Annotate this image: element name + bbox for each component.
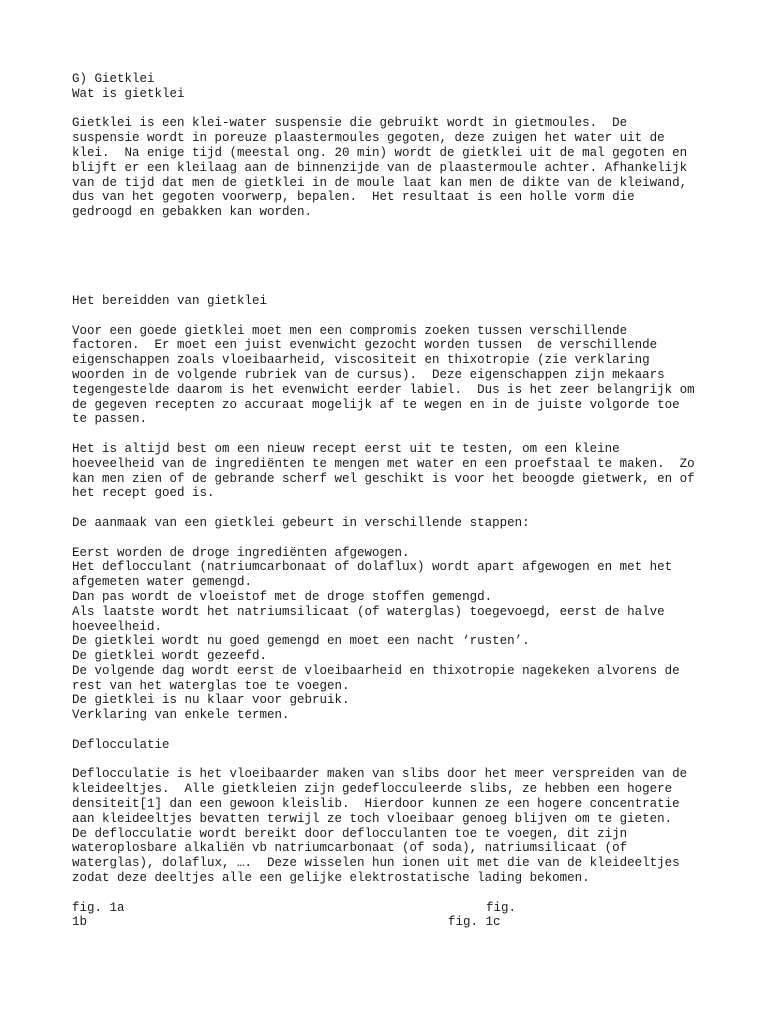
steps-list <box>72 546 712 724</box>
list-item: De gietklei is nu klaar voor gebruik. <box>72 693 350 708</box>
list-item: Eerst worden de droge ingrediënten afgewogen. <box>72 545 410 560</box>
figure-captions-row-1 <box>72 901 712 916</box>
bereiden-paragraph-3: De aanmaak van een gietklei gebeurt in verschillende stappen: <box>72 515 530 530</box>
figure-caption-1c: fig. 1c <box>448 915 501 930</box>
figure-caption-1a: fig. 1a <box>72 900 125 915</box>
list-item: De gietklei wordt gezeefd. <box>72 649 268 664</box>
list-item: De volgende dag wordt eerst de vloeibaarheid en thixotropie nagekeken alvorens de <box>72 663 680 678</box>
figure-caption-1b-end: 1b <box>72 915 88 930</box>
list-item: Het deflocculant (natriumcarbonaat of dolaflux) wordt apart afgewogen en met het <box>72 560 673 575</box>
section-title-bereiden: Het bereidden van gietklei <box>72 293 268 308</box>
list-item: Verklaring van enkele termen. <box>72 708 290 723</box>
heading-subtitle: Wat is gietklei <box>72 86 185 101</box>
document-page <box>72 72 712 930</box>
list-item: hoeveelheid. <box>72 619 163 634</box>
list-item: afgemeten water gemengd. <box>72 575 253 590</box>
figure-captions-row-2 <box>72 915 712 930</box>
heading-title: G) Gietklei <box>72 72 155 86</box>
section-title-deflocculatie: Deflocculatie <box>72 737 170 752</box>
figure-caption-1b-start: fig. <box>486 900 517 915</box>
list-item: Dan pas wordt de vloeistof met de droge stoffen gemengd. <box>72 589 493 604</box>
bereiden-paragraph-2: Het is altijd best om een nieuw recept eerst uit te testen, om een kleine hoeveelheid van de ingrediënten te mengen met water en een proefstaal te maken. Zo kan men zien of de gebrande scherf wel geschikt is voor het beoogde gietwerk, en of het recept goed is. <box>72 441 695 501</box>
bereiden-paragraph-1: Voor een goede gietklei moet men een compromis zoeken tussen verschillende factoren. Er moet een juist evenwicht gezocht worden tussen de verschillende eigenschappen zoals vloeibaarheid, viscositeit en thixotropie (zie verklaring woorden in de volgende rubriek van de cursus). Deze eigenschappen zijn mekaars tegengestelde daarom is het evenwicht eerder labiel. Dus is het zeer belangrijk om de gegeven recepten zo accuraat mogelijk af te wegen en in de juiste volgorde toe te passen. <box>72 323 695 427</box>
intro-paragraph: Gietklei is een klei-water suspensie die gebruikt wordt in gietmoules. De suspensie wordt in poreuze plaastermoules gegoten, deze zuigen het water uit de klei. Na enige tijd (meestal ong. 20 min) wordt de gietklei uit de mal gegoten en blijft er een kleilaag aan de binnenzijde van de plaastermoule achter. Afhankelijk van de tijd dat men de gietklei in de moule laat kan men de dikte van de kleiwand, dus van het gegoten voorwerp, bepalen. Het resultaat is een holle vorm die gedroogd en gebakken kan worden. <box>72 116 688 220</box>
deflocculatie-paragraph: Deflocculatie is het vloeibaarder maken van slibs door het meer verspreiden van de kleideeltjes. Alle gietkleien zijn gedeflocculeerde slibs, ze hebben een hogere densiteit[1] dan een gewoon kleislib. Hierdoor kunnen ze een hogere concentratie aan kleideeltjes bevatten terwijl ze toch vloeibaar genoeg blijven om te gieten. De deflocculatie wordt bereikt door deflocculanten toe te voegen, dit zijn wateroplosbare alkaliën vb natriumcarbonaat (of soda), natriumsilicaat (of waterglas), dolaflux, …. Deze wisselen hun ionen uit met die van de kleideeltjes zodat deze deeltjes alle een gelijke elektrostatische lading bekomen. <box>72 767 688 886</box>
list-item: rest van het waterglas toe te voegen. <box>72 678 350 693</box>
list-item: De gietklei wordt nu goed gemengd en moet een nacht ‘rusten’. <box>72 634 530 649</box>
list-item: Als laatste wordt het natriumsilicaat (of waterglas) toegevoegd, eerst de halve <box>72 604 665 619</box>
